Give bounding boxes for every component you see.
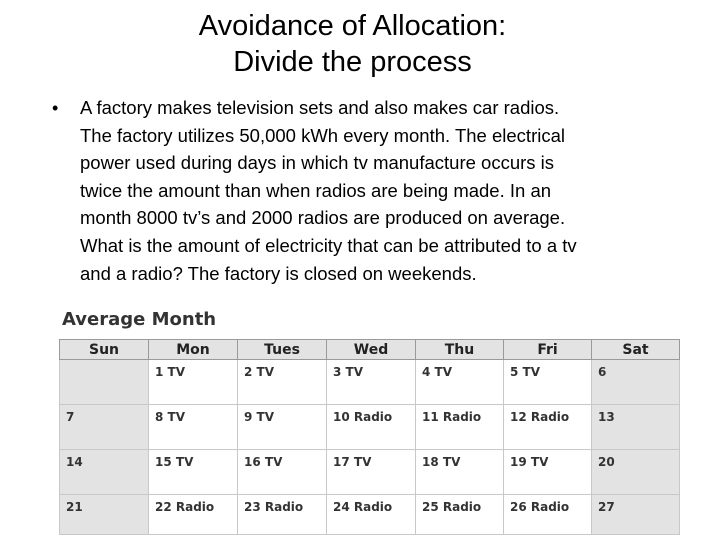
day-header: Tues [238,340,327,360]
day-cell: 11 Radio [416,405,504,450]
title-line-2: Divide the process [233,46,472,78]
day-cell: 20 [592,450,680,495]
bullet-line: A factory makes television sets and also makes car radios. [80,97,560,118]
problem-bullet [52,94,682,287]
calendar-week-row [60,405,680,450]
calendar-week-row [60,360,680,405]
calendar-week-row [60,495,680,535]
calendar-week-row [60,450,680,495]
calendar-title: Average Month [62,309,217,330]
title-line-1: Avoidance of Allocation: [198,10,507,42]
day-cell: 23 Radio [238,495,327,535]
day-cell: 19 TV [504,450,592,495]
day-cell: 24 Radio [327,495,416,535]
bullet-line: The factory utilizes 50,000 kWh every month. The electrical [80,124,565,146]
day-cell: 22 Radio [149,495,238,535]
day-cell: 3 TV [327,360,416,405]
bullet-line: month 8000 tv’s and 2000 radios are produced on average. [80,207,566,229]
day-cell: 10 Radio [327,405,416,450]
bullet-line: twice the amount than when radios are being made. In an [80,179,552,201]
day-header: Mon [149,340,238,360]
calendar-header-row [60,340,680,360]
day-header: Thu [416,340,504,360]
day-header: Sun [60,340,149,360]
day-cell: 6 [592,360,680,405]
bullet-text [80,94,682,287]
slide-title [0,8,705,80]
day-cell: 5 TV [504,360,592,405]
day-cell: 8 TV [149,405,238,450]
day-cell: 7 [60,405,149,450]
day-cell: 2 TV [238,360,327,405]
day-cell: 17 TV [327,450,416,495]
calendar-table [59,339,680,535]
day-header: Fri [504,340,592,360]
day-header: Wed [327,340,416,360]
day-cell: 25 Radio [416,495,504,535]
day-cell: 27 [592,495,680,535]
day-header: Sat [592,340,680,360]
day-cell: 4 TV [416,360,504,405]
bullet-line: and a radio? The factory is closed on weekends. [80,262,477,284]
day-cell: 12 Radio [504,405,592,450]
day-cell: 16 TV [238,450,327,495]
bullet-line: power used during days in which tv manufacture occurs is [80,152,555,174]
day-cell: 26 Radio [504,495,592,535]
day-cell: 18 TV [416,450,504,495]
day-cell: 21 [60,495,149,535]
day-cell: 9 TV [238,405,327,450]
day-cell: 14 [60,450,149,495]
day-cell: 15 TV [149,450,238,495]
day-cell: 1 TV [149,360,238,405]
day-cell [60,360,149,405]
bullet-marker: • [52,98,59,118]
bullet-line: What is the amount of electricity that can be attributed to a tv [80,234,577,256]
day-cell: 13 [592,405,680,450]
